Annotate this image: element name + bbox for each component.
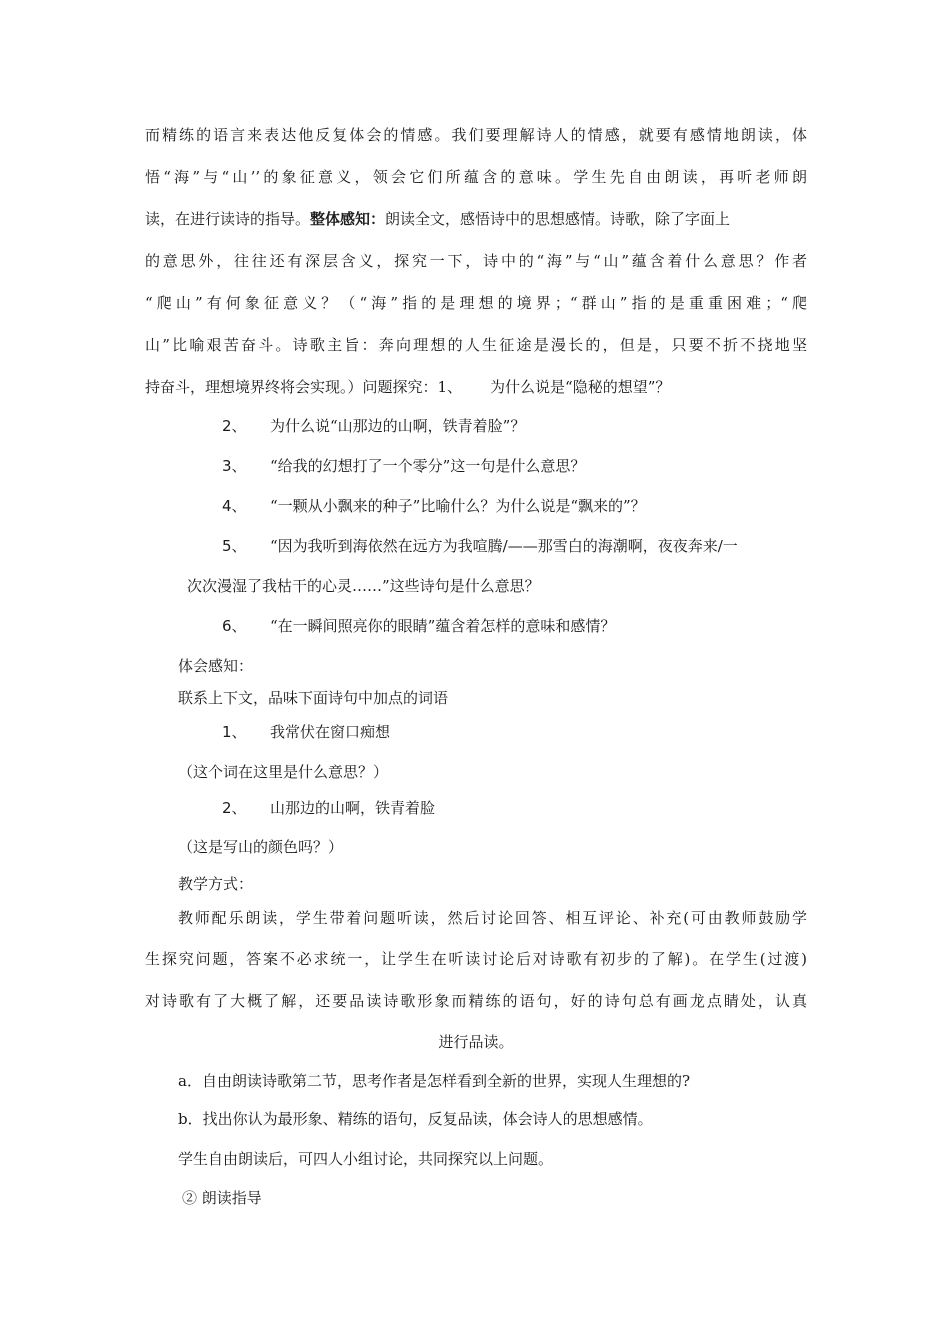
bold-heading-overall: 整体感知： [310,210,386,228]
question-text: “给我的幻想打了一个零分”这一句是什么意思？ [270,457,586,475]
task-b: b．找出你认为最形象、精练的语句，反复品读，体会诗人的思想感情。 [178,1110,653,1128]
paragraph-text: 持奋斗，理想境界终将会实现。）问题探究：1、 [145,378,463,396]
paragraph-line-1: 而精练的语言来表达他反复体会的情感。我们要理解诗人的情感，就要有感情地朗读，体 [145,126,807,144]
question-text: “因为我听到海依然在远方为我喧腾/——那雪白的海潮啊，夜夜奔来/一 [270,537,738,555]
question-number: 2、 [222,417,247,435]
question-number: 6、 [222,617,247,635]
method-line-1: 教师配乐朗读，学生带着问题听读，然后讨论回答、相互评论、补充(可由教师鼓励学 [178,909,807,927]
question-item [222,616,615,636]
question-1-text: 为什么说是“隐秘的想望”？ [490,378,671,396]
poem-item-note: （这是写山的颜色吗？） [178,838,344,856]
poem-item [222,722,390,742]
question-number: 5、 [222,537,247,555]
method-line-4: 进行品读。 [438,1033,514,1051]
paragraph-line-4: 的意思外，往往还有深层含义，探究一下，诗中的“海”与“山”蕴含着什么意思？作者 [145,252,807,270]
poem-item-number: 1、 [222,723,247,741]
question-text: “在一瞬间照亮你的眼睛”蕴含着怎样的意味和感情？ [270,617,616,635]
poem-item-text: 山那边的山啊，铁青着脸 [270,799,436,817]
task-a: a．自由朗读诗歌第二节，思考作者是怎样看到全新的世界，实现人生理想的? [178,1072,690,1090]
poem-item [222,798,435,818]
question-item [222,416,525,436]
question-text: “一颗从小飘来的种子”比喻什么？为什么说是“飘来的”？ [270,497,646,515]
paragraph-line-7 [145,377,670,397]
paragraph-line-6: 山”比喻艰苦奋斗。诗歌主旨：奔向理想的人生征途是漫长的，但是，只要不折不挠地坚 [145,336,807,354]
question-number: 3、 [222,457,247,475]
poem-item-text: 我常伏在窗口痴想 [270,723,391,741]
question-number: 4、 [222,497,247,515]
method-line-3: 对诗歌有了大概了解，还要品读诗歌形象而精练的语句，好的诗句总有画龙点睛处，认真 [145,992,807,1010]
question-continuation: 次次漫湿了我枯干的心灵……”这些诗句是什么意思？ [187,577,540,595]
question-item [222,456,585,476]
paragraph-line-3 [145,209,807,229]
question-text: 为什么说“山那边的山啊，铁青着脸”？ [270,417,526,435]
question-item [222,536,738,556]
method-line-2: 生探究问题，答案不必求统一，让学生在听读讨论后对诗歌有初步的了解)。在学生(过渡) [145,950,807,968]
paragraph-line-5: “爬山”有何象征意义？（“海”指的是理想的境界；“群山”指的是重重困难；“爬 [145,294,807,312]
paragraph-line-2: 悟“海”与“山’’的象征意义，领会它们所蕴含的意味。学生先自由朗读，再听老师朗 [145,168,807,186]
section-intro: 联系上下文，品味下面诗句中加点的词语 [178,689,449,707]
section-heading-perception: 体会感知： [178,657,254,675]
group-discussion: 学生自由朗读后，可四人小组讨论，共同探究以上问题。 [178,1150,554,1168]
poem-item-note: （这个词在这里是什么意思？） [178,763,389,781]
paragraph-text: 读，在进行读诗的指导。 [145,210,311,228]
poem-item-number: 2、 [222,799,247,817]
subheading-reading-guide: ② 朗读指导 [182,1189,262,1207]
question-item [222,496,646,516]
paragraph-text: 朗读全文，感悟诗中的思想感情。诗歌，除了字面上 [385,210,731,228]
section-heading-method: 教学方式： [178,875,254,893]
